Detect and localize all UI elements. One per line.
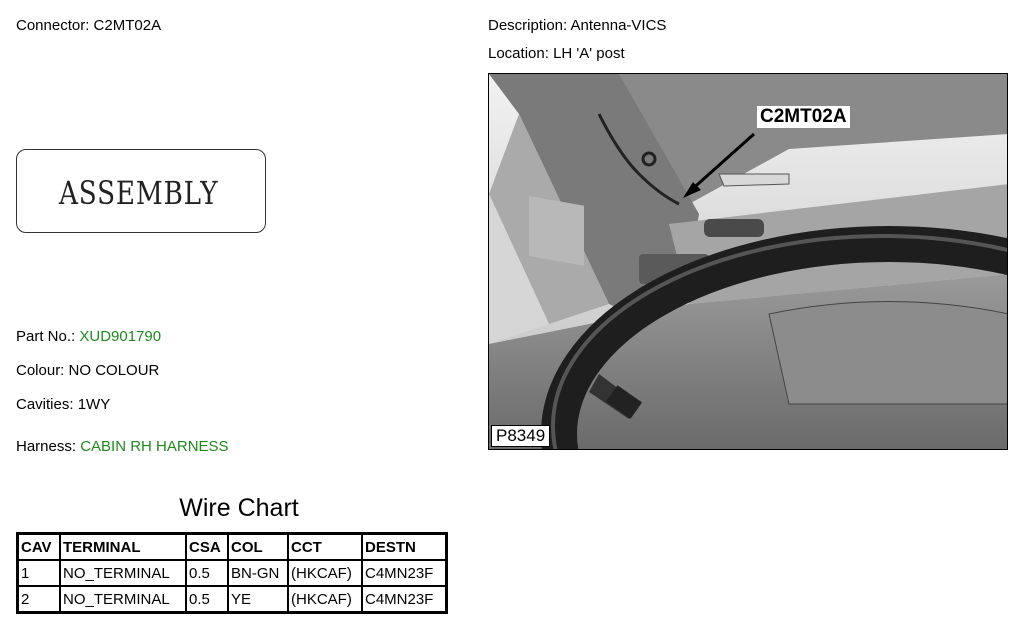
harness-label: Harness: bbox=[16, 438, 77, 455]
connector-line bbox=[16, 17, 161, 34]
colour-line bbox=[16, 362, 159, 379]
cell-col: BN-GN bbox=[228, 560, 288, 586]
cell-cct: (HKCAF) bbox=[288, 560, 362, 586]
harness-link[interactable]: CABIN RH HARNESS bbox=[80, 438, 229, 455]
table-row bbox=[18, 560, 447, 586]
header-col: COL bbox=[228, 534, 288, 561]
table-header-row bbox=[18, 534, 447, 561]
cell-cav: 1 bbox=[18, 560, 61, 586]
description-line bbox=[488, 17, 666, 34]
connector-value: C2MT02A bbox=[93, 17, 162, 34]
wire-chart-title: Wire Chart bbox=[179, 494, 299, 522]
header-cct: CCT bbox=[288, 534, 362, 561]
cabin-illustration bbox=[489, 74, 1008, 450]
harness-line bbox=[16, 438, 229, 455]
cell-destn: C4MN23F bbox=[362, 586, 447, 613]
colour-value: NO COLOUR bbox=[68, 362, 160, 379]
colour-label: Colour: bbox=[16, 362, 65, 379]
description-label: Description: bbox=[488, 17, 568, 34]
location-line bbox=[488, 45, 625, 62]
connector-label: Connector: bbox=[16, 17, 90, 34]
header-destn: DESTN bbox=[362, 534, 447, 561]
assembly-text: ASSEMBLY bbox=[59, 174, 219, 212]
cavities-label: Cavities: bbox=[16, 396, 74, 413]
cell-cct: (HKCAF) bbox=[288, 586, 362, 613]
photo-callout-label: C2MT02A bbox=[757, 106, 850, 128]
cell-terminal: NO_TERMINAL bbox=[60, 586, 186, 613]
location-label: Location: bbox=[488, 45, 549, 62]
wire-chart-table bbox=[16, 532, 448, 614]
part-number-line bbox=[16, 328, 161, 345]
header-cav: CAV bbox=[18, 534, 61, 561]
location-value: LH 'A' post bbox=[553, 45, 625, 62]
table-row bbox=[18, 586, 447, 613]
description-value: Antenna-VICS bbox=[570, 17, 667, 34]
header-csa: CSA bbox=[186, 534, 228, 561]
cell-csa: 0.5 bbox=[186, 560, 228, 586]
cavities-line bbox=[16, 396, 110, 413]
cell-col: YE bbox=[228, 586, 288, 613]
cell-terminal: NO_TERMINAL bbox=[60, 560, 186, 586]
cell-destn: C4MN23F bbox=[362, 560, 447, 586]
location-photo bbox=[488, 73, 1008, 450]
cell-csa: 0.5 bbox=[186, 586, 228, 613]
header-terminal: TERMINAL bbox=[60, 534, 186, 561]
assembly-image bbox=[16, 149, 266, 233]
part-number-link[interactable]: XUD901790 bbox=[79, 328, 162, 345]
photo-code: P8349 bbox=[491, 425, 550, 447]
cavities-value: 1WY bbox=[77, 396, 111, 413]
cell-cav: 2 bbox=[18, 586, 61, 613]
part-number-label: Part No.: bbox=[16, 328, 76, 345]
